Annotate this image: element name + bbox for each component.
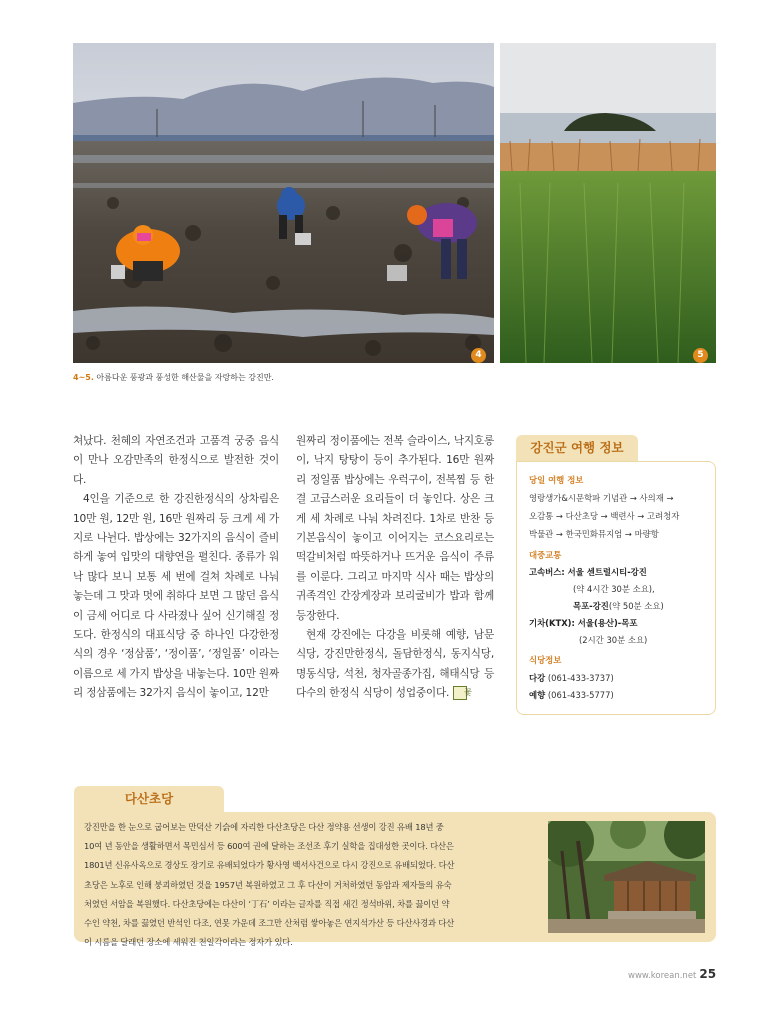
bus-line <box>529 566 647 578</box>
bus-line-2 <box>573 600 664 612</box>
article-column-1 <box>73 432 279 704</box>
transport-heading: 대중교통 <box>529 550 562 560</box>
page-number: 25 <box>699 967 717 981</box>
restaurant-phone: (061-433-3737) <box>545 673 614 683</box>
dasan-chodang-photo <box>548 821 705 933</box>
dasan-line: 강진만을 한 눈으로 굽어보는 만덕산 기슭에 자리한 다산초당은 다산 정약용 선생이 강진 유배 18년 중 <box>84 822 444 832</box>
dasan-title: 다산초당 <box>74 786 224 812</box>
travel-info-box <box>516 461 716 715</box>
bus-time-2: (약 50분 소요) <box>608 601 664 611</box>
paragraph: 쳐났다. 천혜의 자연조건과 고품격 궁중 음식이 만나 오감만족의 한정식으로 발전한 것이다. <box>73 435 279 486</box>
train-line <box>529 617 637 629</box>
photo-number-5: 5 <box>693 348 708 363</box>
restaurant-line <box>529 672 614 684</box>
dasan-line: 초당은 노후로 인해 붕괴하였던 것을 1957년 복원하였고 그 후 다산이 거처하였던 동암과 제자들의 유숙 <box>84 879 452 890</box>
page-footer <box>628 967 716 981</box>
restaurant-heading: 식당정보 <box>529 655 562 665</box>
day-trip-line: 오감통 → 다산초당 → 백련사 → 고려청자 <box>529 511 680 521</box>
restaurant-phone: (061-433-5777) <box>545 690 614 700</box>
dasan-line: 수인 약천, 차를 끓였던 반석인 다조, 연못 가운데 조그만 산처럼 쌓아놓은 연지석가산 등 다산사경과 다산 <box>84 918 455 929</box>
paragraph: 원짜리 정이품에는 전복 슬라이스, 낙지호롱이, 낙지 탕탕이 등이 추가된다. 16만 원짜리 정일품 밥상에는 우럭구이, 전복찜 등 한결 고급스러운 요리들이 더 놓인다. 상은 크게 세 차례로 나눠 차려진다. 1차로 반찬 등 기본음식이 놓이고 이어지는 코스요리로는 떡갈비처럼 따뜻하거나 뜨거운 음식이 주류를 이룬다. 그리고 마지막 식사 때는 밥상의 귀족격인 간장게장과 보리굴비가 밥과 함께 등장한다. <box>296 435 494 622</box>
day-trip-line: 박물관 → 한국민화뮤지엄 → 마량항 <box>529 529 659 539</box>
restaurant-name: 다강 <box>529 673 546 683</box>
paragraph: 4인을 기준으로 한 강진한정식의 상차림은 10만 원, 12만 원, 16만 원짜리 등 크게 세 가지로 나뉜다. 밥상에는 32가지의 음식이 즐비하게 놓여 입맛의 대향연을 펼친다. 종류가 워낙 많다 보니 보통 세 번에 걸쳐 차례로 나눠 놓는데 그 맛과 멋에 취하다 보면 그 많던 음식이 금세 어디로 다 사라졌나 싶어 신기해질 정도다. 한정식의 대표식당 중 하나인 다강한정식의 경우 ‘정삼품’, ‘정이품’, ‘정일품’ 이라는 이름으로 세 가지 밥상을 내놓는다. 10만 원짜리 정삼품에는 32가지 음식이 놓이고, 12만 <box>73 493 279 700</box>
dasan-line: 처였던 서암을 복원했다. 다산초당에는 다산이 ‘丁石’ 이라는 글자를 직접 새긴 정석바위, 차를 끓이던 약 <box>84 898 450 909</box>
restaurant-line <box>529 689 614 701</box>
photo-caption <box>73 372 274 383</box>
day-trip-heading: 당일 여행 정보 <box>529 475 584 485</box>
caption-text: 아름다운 풍광과 풍성한 해산물을 자랑하는 강진만. <box>93 373 274 382</box>
day-trip-line: 영랑생가&시문학파 기념관 → 사의재 → <box>529 493 674 503</box>
footer-url: www.korean.net <box>628 971 697 981</box>
dasan-line: 1801년 신유사옥으로 경상도 장기로 유배되었다가 황사영 백서사건으로 다시 강진으로 유배되었다. 다산 <box>84 860 455 871</box>
bus-label: 고속버스: <box>529 567 568 577</box>
train-time: (2시간 30분 소요) <box>579 635 648 645</box>
photo-number-4: 4 <box>471 348 486 363</box>
dasan-box <box>74 812 716 948</box>
bus-time: (약 4시간 30분 소요), <box>573 584 655 594</box>
train-route: 서울(용산)-목포 <box>577 618 638 628</box>
bus-route-2: 목포-강진 <box>573 601 609 611</box>
tidal-flat-photo <box>73 43 494 363</box>
bus-route: 서울 센트럴시티-강진 <box>567 567 647 577</box>
paragraph <box>296 626 494 704</box>
end-mark-icon: 꽃 <box>453 686 467 700</box>
dasan-description <box>84 818 536 952</box>
dasan-line: 10여 년 동안을 생활하면서 목민심서 등 600여 권에 달하는 조선조 후기 실학을 집대성한 곳이다. 다산은 <box>84 841 454 852</box>
caption-number: 4~5. <box>73 373 94 382</box>
paragraph-text: 현재 강진에는 다강을 비롯해 예향, 남문식당, 강진만한정식, 돌담한정식, 동지식당, 명동식당, 석천, 청자골종가집, 해태식당 등 다수의 한정식 식당이 성업중이다. <box>296 629 494 700</box>
restaurant-name: 예향 <box>529 690 546 700</box>
article-column-2 <box>296 432 494 704</box>
train-label: 기차(KTX): <box>529 618 578 628</box>
island-reed-photo <box>500 43 716 363</box>
dasan-line: 이 시름을 달래던 장소에 세워진 천일각이라는 정자가 있다. <box>84 937 293 948</box>
travel-info-title: 강진군 여행 정보 <box>516 435 638 461</box>
